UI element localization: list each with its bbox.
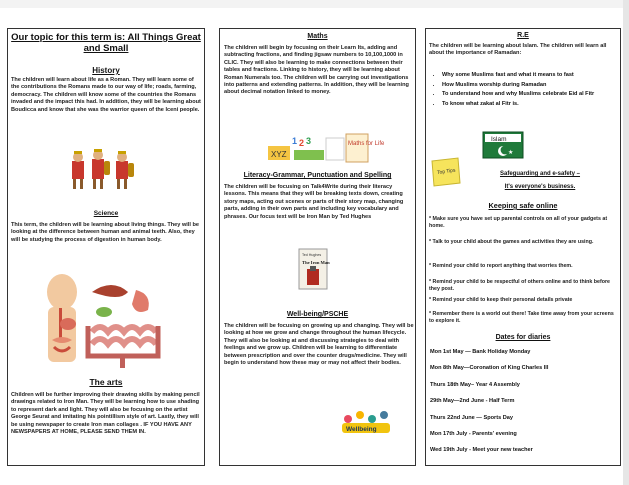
diary-date: Wed 19th July - Meet your new teacher (430, 447, 533, 453)
book-title: The Iron Man (302, 260, 330, 265)
safe-online-item: * Remind your child to keep their personal details private (429, 297, 573, 303)
science-heading: Science (93, 210, 119, 217)
list-item: • How Muslims worship during Ramadan (442, 81, 618, 91)
re-intro: The children will be learning about Islam. The children will learn all about the importance of Ramadan: (429, 43, 607, 57)
topic-title: Our topic for this term is: All Things Great and Small (11, 32, 201, 54)
diary-date: Mon 1st May — Bank Holiday Monday (430, 349, 531, 355)
safe-online-item: * Make sure you have set up parental controls on all of your gadgets at home. (429, 216, 608, 230)
svg-text:2: 2 (299, 138, 305, 148)
diary-date: 29th May—2nd June - Half Term (430, 398, 515, 404)
safe-online-item: * Remind your child to report anything that worries them. (429, 263, 573, 269)
diary-date: Thurs 22nd June — Sports Day (430, 415, 513, 421)
re-heading: R.E (517, 32, 529, 39)
safe-online-item: * Remind your child to be respectful of others online and to think before they post. (429, 279, 610, 293)
svg-text:3: 3 (306, 136, 312, 146)
svg-text:★: ★ (508, 149, 514, 156)
svg-text:XYZ: XYZ (271, 150, 287, 159)
literacy-text: The children will be focusing on Talk4Write during their literacy lessons. This means that they will be breaking texts down, creating story maps, acting out scenes or parts of their story map, changing parts, adding in their own parts and including key vocabulary and phrases. Our focus text will be Iron Man by Ted Hughes (224, 184, 404, 220)
iron-man-book-cover (299, 249, 330, 289)
roman-soldiers-clipart (68, 149, 146, 191)
diary-date: Thurs 18th May– Year 4 Assembly (430, 382, 520, 388)
history-text: The children will learn about life as a Roman. They will learn some of the contributions the Romans made to our way of life; roads, farming, democracy. The children will know some of the countries the Romans invaded and the impact this had. In addition, they will be learning about Boudicca and know that she was the warrior queen of the Iceni people. (11, 77, 201, 113)
top-tips-label: Top Tips (436, 167, 456, 177)
literacy-heading: Literacy-Grammar, Punctuation and Spelling (243, 172, 392, 179)
wellbeing-label: Wellbeing (346, 426, 377, 433)
wellbeing-clipart (338, 409, 394, 437)
roman-soldier (72, 151, 84, 189)
wellbeing-heading: Well-being/PSCHE (286, 311, 349, 318)
maths-text: The children will begin by focusing on their Learn Its, adding and subtracting fractions, and finding jigsaw numbers to 10,100,1000 in CLIC. They will also be learning to make connections between their tables and fractions. Linking to history, they will be learning about Roman Numerals too. The children will be carrying out investigations into patterns and extending patterns. In addition, they will be learning about decimal notation linked to money. (224, 45, 409, 96)
page-top-edge (0, 0, 629, 8)
islam-badge (483, 132, 523, 158)
islam-badge-label: Islam (491, 136, 507, 143)
safe-online-item: * Remember there is a world out there! Take time away from your screens to explore it. (429, 311, 614, 325)
diary-date: Mon 8th May—Coronation of King Charles III (430, 365, 549, 371)
safeguarding-line: Safeguarding and e-safety – (499, 171, 581, 177)
list-item: • To understand how and why Muslims celebrate Eid al Fitr (442, 90, 618, 100)
column-right (425, 28, 621, 466)
diary-date: Mon 17th July - Parents' evening (430, 431, 517, 437)
safe-online-item: * Talk to your child about the games and activities they are using. (429, 239, 594, 245)
arts-text: Children will be further improving their drawing skills by making pencil drawings related to Iron Man. They will be learning how to use shading to represent dark and light. They will also be focusing on the artist George Seurat and imitating his pointillism style of art. Lastly, they will be using newspaper to create Iron man collages . IF YOU HAVE ANY NEWSPAPERS AT HOME, PLEASE SEND THEM IN. (11, 392, 200, 436)
top-tips-note (428, 157, 462, 187)
safe-online-heading: Keeping safe online (488, 201, 558, 210)
diaries-heading: Dates for diaries (495, 334, 551, 341)
maths-for-life-clipart (268, 132, 385, 164)
vertical-scrollbar[interactable] (623, 0, 629, 485)
history-heading: History (92, 66, 120, 75)
science-text: This term, the children will be learning about living things. They will be looking at the difference between human and animal teeth. Also, they will be studying the process of digestion in human body. (11, 222, 200, 243)
column-middle (219, 28, 416, 466)
list-item: • To know what zakat al Fitr is. (442, 100, 618, 110)
digestive-system-diagram (32, 262, 182, 370)
maths-for-life-label: Maths for Life (348, 141, 385, 147)
wellbeing-text: The children will be focusing on growing up and changing. They will be looking at how we grow and change throughout the human lifecycle. They will also be looking at and discussing strategies to deal with feelings and we grow up. Children will be learning to differentiate between prescription and over the counter drugs/medicine. They will begin to understand how these may or may not affect their bodies. (224, 323, 414, 367)
arts-heading: The arts (89, 377, 123, 387)
list-item: • Why some Muslims fast and what it means to fast (442, 71, 618, 81)
svg-text:1: 1 (292, 136, 298, 146)
re-bullet-list (426, 71, 618, 109)
safeguarding-heading (460, 168, 620, 194)
safeguarding-line: It's everyone's business. (504, 184, 576, 190)
maths-heading: Maths (307, 33, 328, 40)
book-author: Ted Hughes (302, 253, 322, 257)
column-left (7, 28, 205, 466)
